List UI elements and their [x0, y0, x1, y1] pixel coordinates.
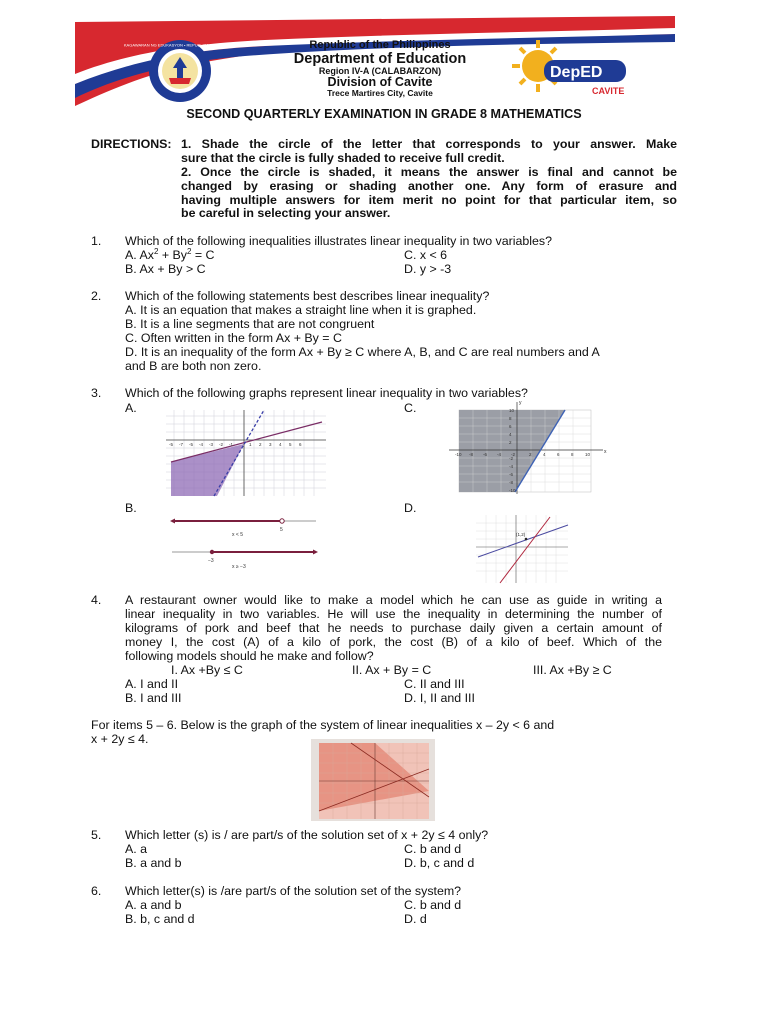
region-text: Region IV-A (CALABARZON) — [318, 66, 442, 76]
q4-model-2: II. Ax + By = C — [352, 663, 432, 677]
graph-c-y-tick-label: -6 — [509, 472, 514, 477]
q4-option-a[interactable]: A. I and II — [125, 677, 179, 691]
graph-b-label2: x ≥ −3 — [232, 564, 246, 570]
graph-c — [443, 398, 609, 496]
q4-option-d[interactable]: D. I, II and III — [404, 691, 475, 705]
q6-option-d[interactable]: D. d — [404, 912, 427, 926]
graph-a-tick-label: 6 — [299, 442, 302, 447]
system-graph-photo — [311, 739, 435, 821]
graph-c-y-tick-label: 2 — [509, 440, 512, 445]
q6-option-a[interactable]: A. a and b — [125, 898, 182, 912]
q1-option-b[interactable]: B. Ax + By > C — [125, 262, 206, 276]
graph-a-tick-label: 1 — [249, 442, 252, 447]
q4-model-1: I. Ax +By ≤ C — [171, 663, 243, 677]
q4-stem-2: linear inequality in two variables. He will use the inequality in determining the number of — [125, 607, 662, 621]
graph-c-xlabel: x — [604, 449, 607, 455]
items-intro-line1: For items 5 – 6. Below is the graph of the system of linear inequalities x – 2y < 6 and — [91, 718, 555, 732]
graph-c-y-tick-label: -10 — [509, 488, 516, 493]
q6-option-b[interactable]: B. b, c and d — [125, 912, 195, 926]
q1-option-a[interactable]: A. $Ax^2 + By^2 = C$ — [125, 246, 215, 262]
graph-c-y-tick-label: 4 — [509, 432, 512, 437]
q3-option-c[interactable]: C. — [404, 401, 417, 415]
graph-a — [166, 410, 326, 496]
q3-option-b[interactable]: B. — [125, 501, 137, 515]
graph-c-y-tick-label: -8 — [509, 480, 514, 485]
q6-number: 6. — [91, 884, 102, 898]
q6-option-c[interactable]: C. b and d — [404, 898, 462, 912]
graph-b-tick2: −3 — [208, 558, 214, 564]
q4-number: 4. — [91, 593, 102, 607]
q4-model-3: III. Ax +By ≥ C — [533, 663, 612, 677]
q2-option-a[interactable]: A. It is an equation that makes a straight line when it is graphed. — [125, 303, 477, 317]
directions-label: DIRECTIONS: — [91, 137, 172, 151]
q3-number: 3. — [91, 386, 102, 400]
graph-c-x-tick-label: 2 — [529, 452, 532, 457]
q5-option-b[interactable]: B. a and b — [125, 856, 182, 870]
graph-d — [474, 513, 570, 585]
q4-stem-3: kilograms of pork and beef that he needs to purchase daily given a certain amount of — [125, 621, 662, 635]
q1-option-c[interactable]: C. x < 6 — [404, 248, 448, 262]
q2-stem: Which of the following statements best describes linear inequality? — [125, 289, 490, 303]
graph-c-y-tick-label: -4 — [509, 464, 514, 469]
graph-c-x-tick-label: -6 — [483, 452, 488, 457]
q4-stem-5: following models should he make and follow? — [125, 649, 374, 663]
graph-a-tick-label: -1 — [229, 442, 234, 447]
graph-c-x-tick-label: 10 — [585, 452, 591, 457]
graph-b-tick1: 5 — [280, 527, 283, 533]
q2-option-c[interactable]: C. Often written in the form Ax + By = C — [125, 331, 342, 345]
graph-c-y-tick-label: 6 — [509, 424, 512, 429]
graph-c-x-tick-label: -4 — [497, 452, 502, 457]
direction-2a: 2. Once the circle is shaded, it means the answer is final and cannot be — [181, 165, 677, 179]
graph-c-y-tick-label: 10 — [509, 408, 515, 413]
q1-number: 1. — [91, 234, 102, 248]
graph-a-tick-label: 4 — [279, 442, 282, 447]
graph-a-tick-label: -5 — [169, 442, 174, 447]
q6-stem: Which letter(s) is /are part/s of the solution set of the system? — [125, 884, 462, 898]
city-text: Trece Martires City, Cavite — [327, 88, 433, 98]
q5-number: 5. — [91, 828, 102, 842]
graph-a-tick-label: 5 — [289, 442, 292, 447]
q2-option-d-line1[interactable]: D. It is an inequality of the form Ax + By ≥ C where A, B, and C are real numbers and A — [125, 345, 600, 359]
graph-a-tick-label: 2 — [259, 442, 262, 447]
division-text: Division of Cavite — [327, 75, 433, 89]
graph-b — [168, 510, 320, 574]
logo-sub: CAVITE — [592, 86, 625, 96]
graph-a-tick-label: -5 — [189, 442, 194, 447]
graph-c-y-tick-label: -2 — [509, 456, 514, 461]
q3-option-d[interactable]: D. — [404, 501, 417, 515]
q2-option-d-line2: and B are both non zero. — [125, 359, 262, 373]
graph-d-point-label: (1,2) — [516, 532, 526, 537]
q4-option-b[interactable]: B. I and III — [125, 691, 182, 705]
graph-c-x-tick-label: -8 — [469, 452, 474, 457]
graph-b-label1: x < 5 — [232, 532, 243, 538]
q1-stem: Which of the following inequalities illustrates linear inequality in two variables? — [125, 234, 553, 248]
seal-text: KAGAWARAN NG EDUKASYON • REPUBLIKA NG PILIPINAS — [123, 42, 237, 48]
graph-a-tick-label: -4 — [199, 442, 204, 447]
graph-a-tick-label: 3 — [269, 442, 272, 447]
q4-stem-1: A restaurant owner would like to make a model which he can use as guide in writing a — [125, 593, 662, 607]
direction-2d: be careful in selecting your answer. — [181, 206, 391, 220]
direction-1a: 1. Shade the circle of the letter that corresponds to your answer. Make — [181, 137, 677, 151]
q3-option-a[interactable]: A. — [125, 401, 137, 415]
graph-a-tick-label: -7 — [179, 442, 184, 447]
q5-option-a[interactable]: A. a — [125, 842, 148, 856]
items-intro-line2: x + 2y ≤ 4. — [91, 732, 149, 746]
graph-c-x-tick-label: -10 — [455, 452, 462, 457]
graph-c-x-tick-label: 6 — [557, 452, 560, 457]
graph-a-tick-label: -2 — [219, 442, 224, 447]
department-text: Department of Education — [293, 51, 467, 67]
q5-option-c[interactable]: C. b and d — [404, 842, 462, 856]
q4-stem-4: money I, the cost (A) of a kilo of pork, the cost (B) of a kilo of beef. Which of the — [125, 635, 662, 649]
deped-seal-icon — [123, 38, 237, 104]
graph-a-tick-label: -3 — [209, 442, 214, 447]
q2-number: 2. — [91, 289, 102, 303]
direction-1b: sure that the circle is fully shaded to receive full credit. — [181, 151, 505, 165]
graph-c-ylabel: y — [519, 400, 522, 406]
exam-title: SECOND QUARTERLY EXAMINATION IN GRADE 8 MATHEMATICS — [186, 107, 582, 121]
graph-c-x-tick-label: 8 — [571, 452, 574, 457]
graph-c-x-tick-label: -2 — [511, 452, 516, 457]
q5-option-d[interactable]: D. b, c and d — [404, 856, 475, 870]
q5-stem: Which letter (s) is / are part/s of the solution set of x + 2y ≤ 4 only? — [125, 828, 489, 842]
direction-2c: having multiple answers for item merit no point for that particular item, so — [181, 193, 677, 207]
q1-option-d[interactable]: D. y > -3 — [404, 262, 452, 276]
graph-c-y-tick-label: 8 — [509, 416, 512, 421]
q4-option-c[interactable]: C. II and III — [404, 677, 465, 691]
republic-text: Republic of the Philippines — [309, 39, 451, 51]
logo-text: DepED — [550, 64, 603, 81]
deped-cavite-logo-icon — [508, 36, 638, 100]
q2-option-b[interactable]: B. It is a line segments that are not congruent — [125, 317, 375, 331]
graph-c-x-tick-label: 4 — [543, 452, 546, 457]
q3-stem: Which of the following graphs represent linear inequality in two variables? — [125, 386, 528, 400]
direction-2b: changed by erasing or shading another one. Any form of erasure and — [181, 179, 677, 193]
